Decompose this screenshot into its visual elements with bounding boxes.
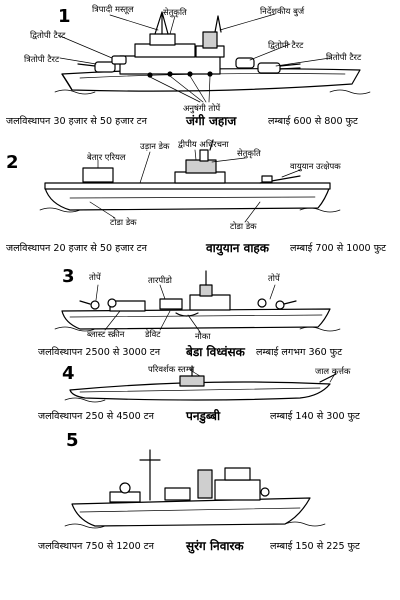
caption-name-4: पनडुब्बी bbox=[186, 409, 221, 423]
label-triple-turret-left: त्रितोपी टैरट bbox=[24, 54, 60, 64]
label-periscope-tower: परिवर्शक स्तम्भ bbox=[148, 364, 195, 374]
minesweeper-drawing bbox=[0, 440, 400, 530]
label-net-cutter: जाल कर्त्तक bbox=[315, 366, 351, 376]
caption-length-5: लम्बाई 150 से 225 फुट bbox=[270, 541, 360, 552]
caption-displacement-2: जलविस्थापन 20 हजार से 50 हजार टन bbox=[6, 243, 147, 254]
destroyer-drawing bbox=[0, 265, 400, 345]
caption-name-2: वायुयान वाहक bbox=[206, 241, 270, 255]
label-twin-turret-right: द्वितोपी टैरट bbox=[268, 40, 304, 50]
label-tripod-mast: त्रिपादी मस्तूल bbox=[92, 4, 134, 14]
ship-number-2: 2 bbox=[6, 152, 19, 173]
label-boat: नौका bbox=[195, 331, 211, 341]
label-davit: डेविट bbox=[145, 329, 161, 339]
ship-number-4: 4 bbox=[62, 363, 75, 384]
caption-name-3: बेडा विध्वंसक bbox=[186, 345, 245, 359]
ship-number-3: 3 bbox=[62, 266, 75, 287]
label-bridge-1: सेतुकृति bbox=[163, 7, 187, 17]
ship-number-5: 5 bbox=[66, 430, 79, 451]
caption-length-3: लम्बाई लगभग 360 फुट bbox=[256, 347, 343, 358]
caption-displacement-1: जलविस्थापन 30 हजार से 50 हजार टन bbox=[6, 116, 147, 127]
label-aircraft-catapult: वायुयान उत्क्षेपक bbox=[290, 161, 341, 171]
label-guns-right: तोपें bbox=[268, 273, 280, 283]
caption-length-2: लम्बाई 700 से 1000 फुट bbox=[290, 243, 386, 254]
caption-name-1: जंगी जहाज bbox=[186, 114, 237, 128]
label-wireless-aerial: बेतार एरियल bbox=[87, 152, 126, 162]
caption-length-1: लम्बाई 600 से 800 फुट bbox=[268, 116, 358, 127]
label-twin-turret-left: द्वितोपी टैरट bbox=[30, 30, 66, 40]
caption-displacement-4: जलविस्थापन 250 से 4500 टन bbox=[38, 411, 154, 422]
battleship-drawing bbox=[0, 0, 400, 120]
label-torpedo-deck-left: टोडा डेक bbox=[110, 217, 137, 227]
caption-length-4: लम्बाई 140 से 300 फुट bbox=[270, 411, 360, 422]
label-torpedo: तारपीडो bbox=[148, 275, 172, 285]
label-guns-left: तोपें bbox=[89, 272, 101, 282]
submarine-drawing bbox=[0, 360, 400, 410]
label-island-superstructure: द्वीपीय अधिरचना bbox=[178, 139, 229, 149]
caption-name-5: सुरंग निवारक bbox=[186, 539, 244, 553]
caption-displacement-3: जलविस्थापन 2500 से 3000 टन bbox=[38, 347, 161, 358]
aircraft-carrier-drawing bbox=[0, 130, 400, 240]
label-blast-screen: ब्लास्ट स्क्रीन bbox=[87, 329, 125, 339]
label-torpedo-deck-right: टोडा डेक bbox=[230, 221, 257, 231]
label-secondary-guns: अनुषंगी तोपें bbox=[183, 103, 221, 113]
label-flight-deck: उड़ान डेक bbox=[140, 141, 170, 151]
label-director-tower: निर्देशकीय बुर्ज bbox=[260, 6, 305, 16]
label-bridge-2: सेतुकृति bbox=[237, 148, 261, 158]
caption-displacement-5: जलविस्थापन 750 से 1200 टन bbox=[38, 541, 154, 552]
ship-number-1: 1 bbox=[58, 6, 71, 27]
label-triple-turret-right: त्रितोपी टैरट bbox=[326, 52, 362, 62]
